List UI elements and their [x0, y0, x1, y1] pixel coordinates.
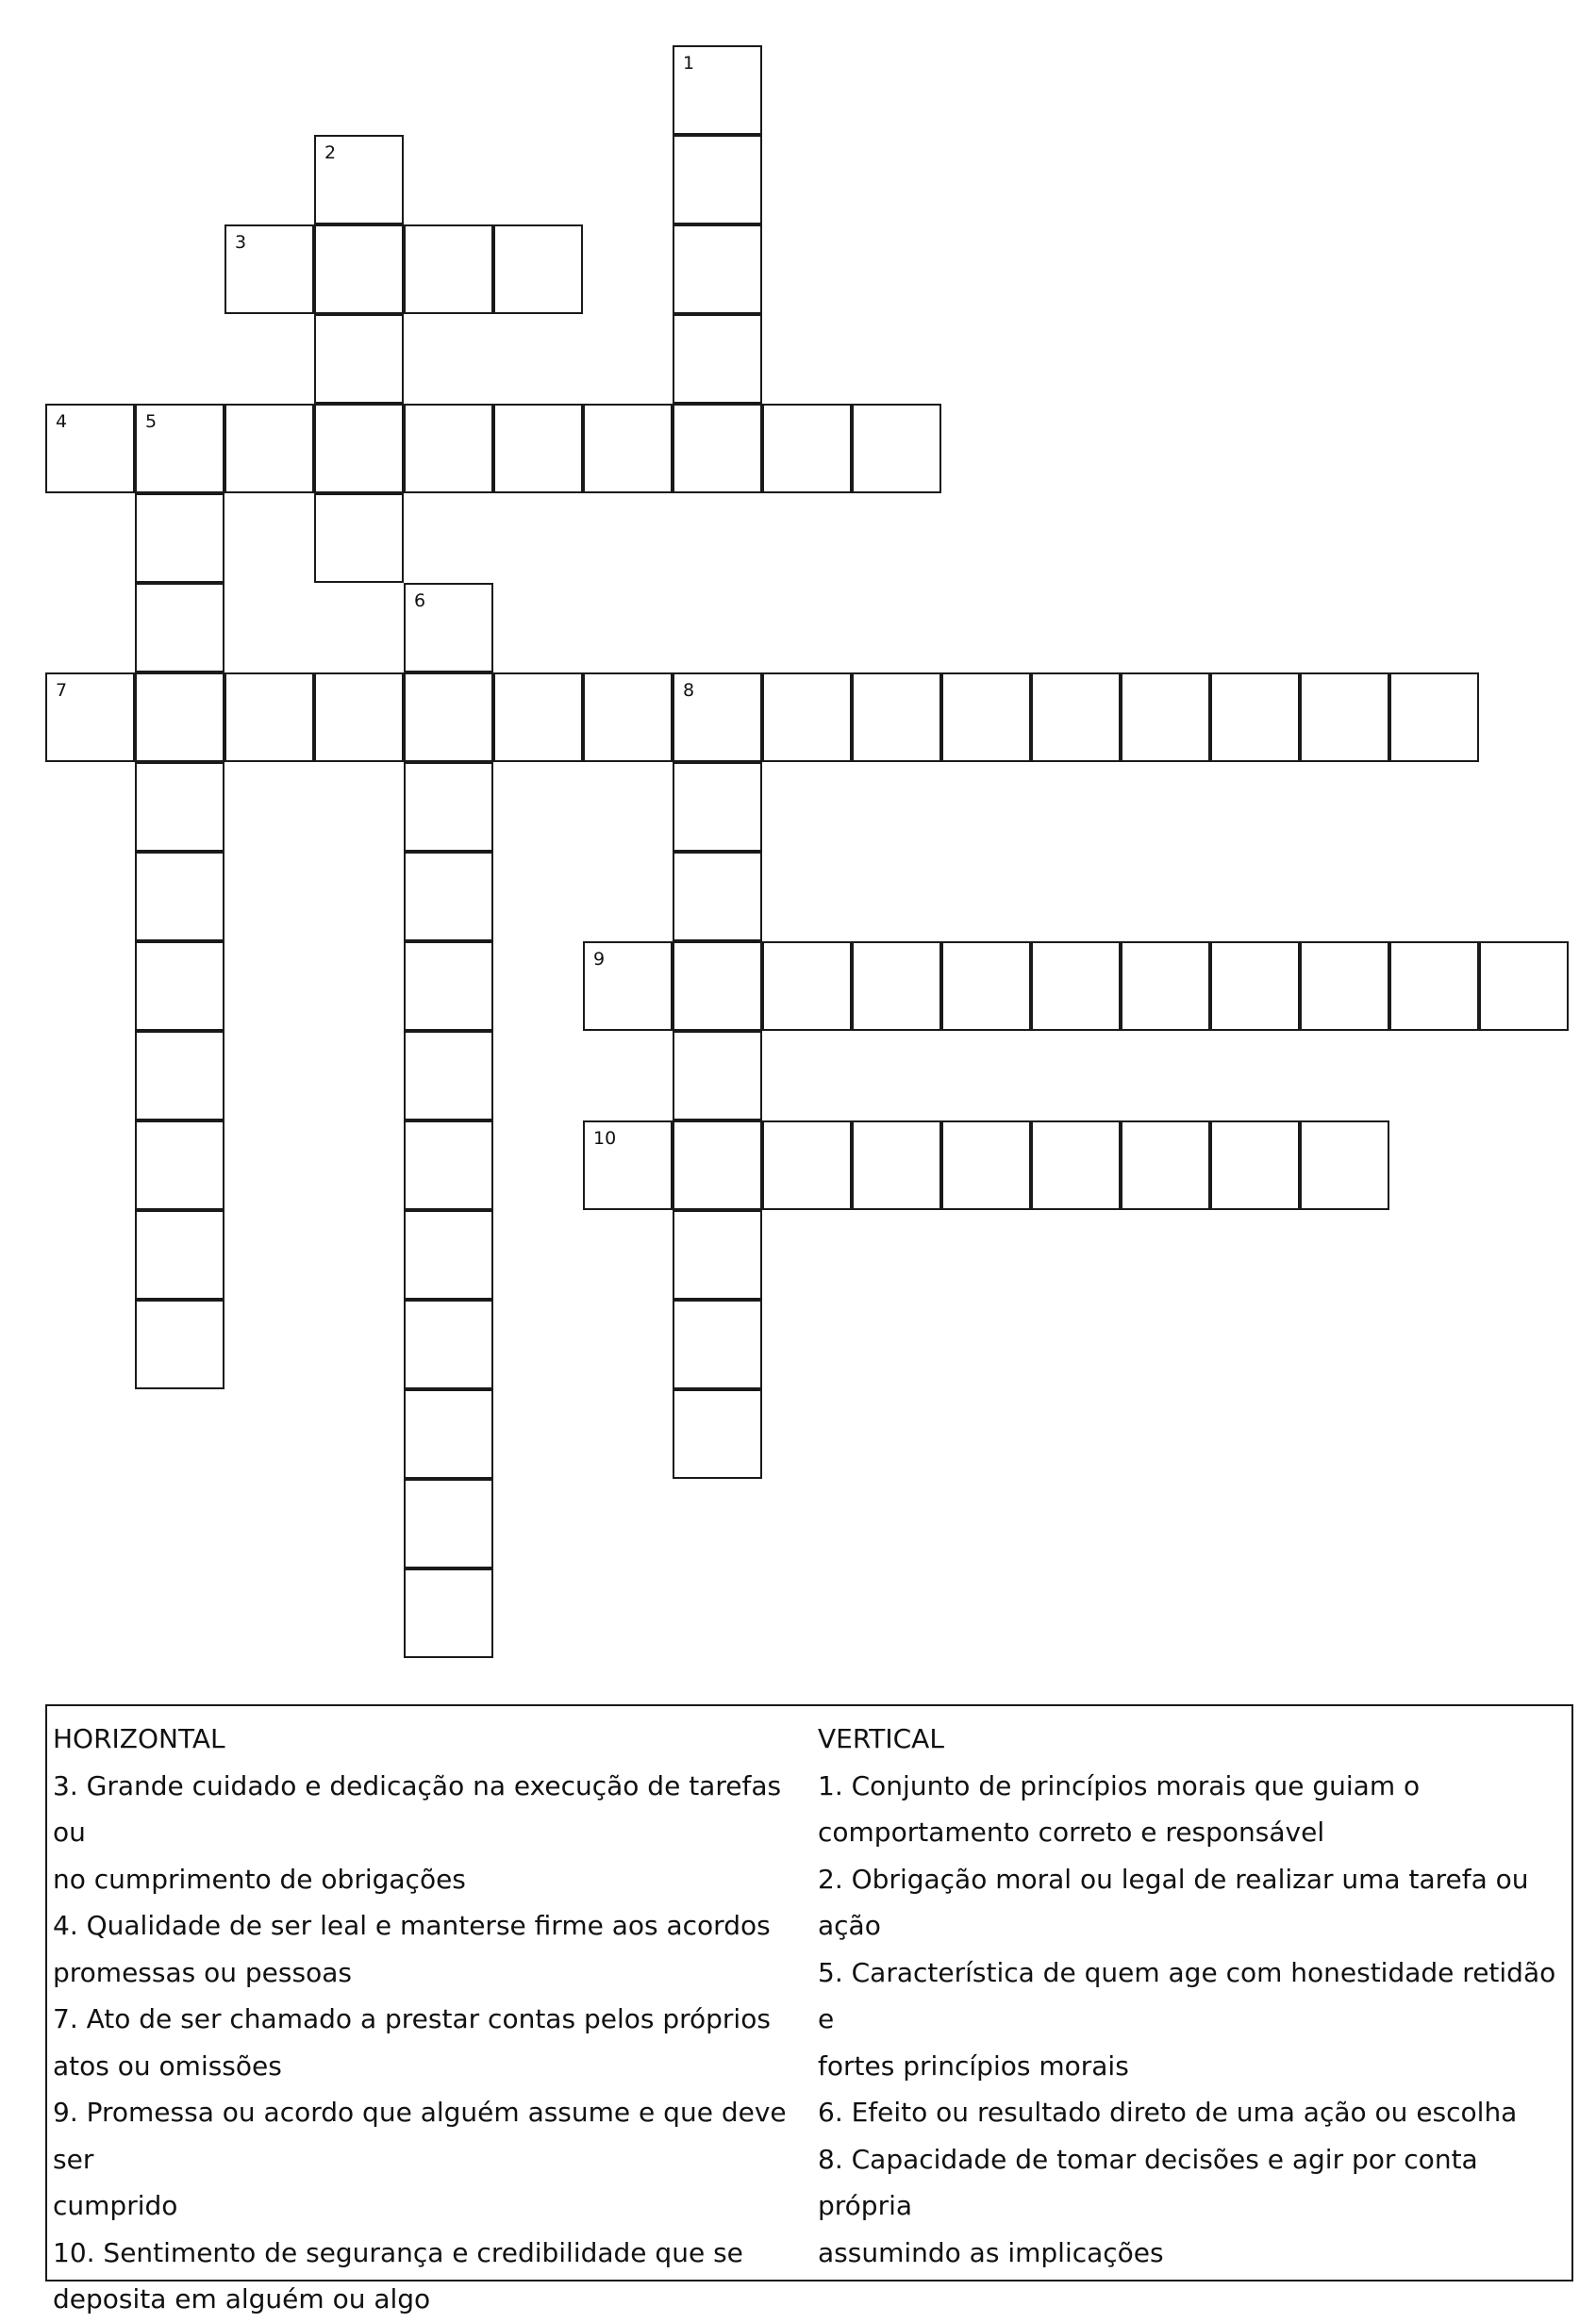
grid-cell[interactable]: [1210, 941, 1300, 1031]
grid-cell[interactable]: [673, 1389, 762, 1479]
grid-cell[interactable]: [135, 1210, 224, 1300]
grid-cell[interactable]: [314, 224, 404, 314]
grid-cell[interactable]: [1389, 941, 1479, 1031]
grid-cell[interactable]: [1210, 1120, 1300, 1210]
clue-number: 5: [145, 411, 158, 432]
grid-cell[interactable]: [404, 1389, 493, 1479]
horizontal-clue-line: cumprido: [53, 2190, 178, 2221]
horizontal-clue-line: 7. Ato de ser chamado a prestar contas pelos próprios: [53, 2003, 771, 2034]
grid-cell-numbered[interactable]: [673, 672, 762, 762]
grid-cell[interactable]: [762, 672, 852, 762]
horizontal-clue-line: 9. Promessa ou acordo que alguém assume e que deve ser: [53, 2097, 787, 2175]
horizontal-clues: [53, 1716, 807, 2323]
horizontal-clue-line: 4. Qualidade de ser leal e manterse firme aos acordos: [53, 1910, 771, 1941]
grid-cell[interactable]: [224, 672, 314, 762]
grid-cell-numbered[interactable]: [135, 404, 224, 493]
vertical-clue-line: ação: [818, 1910, 881, 1941]
horizontal-clue-line: promessas ou pessoas: [53, 1956, 352, 1988]
grid-cell[interactable]: [404, 1300, 493, 1389]
grid-cell-numbered[interactable]: [45, 404, 135, 493]
grid-cell[interactable]: [673, 852, 762, 941]
clue-number: 2: [324, 142, 337, 163]
grid-cell[interactable]: [852, 1120, 941, 1210]
grid-cell[interactable]: [673, 1120, 762, 1210]
grid-cell[interactable]: [224, 404, 314, 493]
grid-cell[interactable]: [583, 672, 673, 762]
vertical-clue-line: 5. Característica de quem age com honestidade retidão e: [818, 1956, 1556, 2034]
grid-cell[interactable]: [404, 1210, 493, 1300]
grid-cell[interactable]: [1300, 672, 1389, 762]
grid-cell[interactable]: [314, 404, 404, 493]
grid-cell-numbered[interactable]: [314, 135, 404, 224]
grid-cell[interactable]: [404, 1031, 493, 1120]
grid-cell[interactable]: [1121, 1120, 1210, 1210]
grid-cell[interactable]: [135, 583, 224, 672]
grid-cell[interactable]: [135, 941, 224, 1031]
grid-cell[interactable]: [673, 1300, 762, 1389]
grid-cell[interactable]: [493, 672, 583, 762]
grid-cell[interactable]: [493, 224, 583, 314]
grid-cell[interactable]: [1121, 672, 1210, 762]
grid-cell[interactable]: [941, 672, 1031, 762]
grid-cell[interactable]: [852, 672, 941, 762]
grid-cell[interactable]: [404, 762, 493, 852]
grid-cell-numbered[interactable]: [224, 224, 314, 314]
vertical-clue-line: 6. Efeito ou resultado direto de uma ação ou escolha: [818, 2097, 1518, 2128]
grid-cell[interactable]: [404, 404, 493, 493]
grid-cell[interactable]: [762, 404, 852, 493]
grid-cell[interactable]: [1031, 1120, 1121, 1210]
grid-cell[interactable]: [941, 941, 1031, 1031]
clue-number: 3: [235, 232, 247, 253]
grid-cell[interactable]: [135, 672, 224, 762]
horizontal-clue-line: deposita em alguém ou algo: [53, 2283, 431, 2315]
grid-cell[interactable]: [314, 672, 404, 762]
grid-cell[interactable]: [1210, 672, 1300, 762]
grid-cell[interactable]: [1389, 672, 1479, 762]
grid-cell[interactable]: [404, 941, 493, 1031]
vertical-clue-line: comportamento correto e responsável: [818, 1817, 1325, 1848]
grid-cell[interactable]: [404, 1568, 493, 1658]
horizontal-clue-line: 3. Grande cuidado e dedicação na execução de tarefas ou: [53, 1769, 782, 1848]
grid-cell[interactable]: [1300, 941, 1389, 1031]
grid-cell[interactable]: [1300, 1120, 1389, 1210]
grid-cell-numbered[interactable]: [583, 941, 673, 1031]
grid-cell[interactable]: [673, 224, 762, 314]
clue-number: 9: [593, 949, 606, 970]
grid-cell[interactable]: [404, 1479, 493, 1568]
grid-cell[interactable]: [314, 314, 404, 404]
horizontal-clue-line: no cumprimento de obrigações: [53, 1863, 466, 1895]
grid-cell[interactable]: [493, 404, 583, 493]
grid-cell[interactable]: [762, 941, 852, 1031]
grid-cell[interactable]: [314, 493, 404, 583]
clue-number: 7: [56, 680, 68, 701]
grid-cell[interactable]: [135, 1120, 224, 1210]
grid-cell-numbered[interactable]: [404, 583, 493, 672]
grid-cell[interactable]: [762, 1120, 852, 1210]
clue-number: 8: [683, 680, 695, 701]
clue-number: 4: [56, 411, 68, 432]
vertical-clue-line: 8. Capacidade de tomar decisões e agir por conta própria: [818, 2143, 1478, 2221]
clue-number: 10: [593, 1128, 617, 1149]
grid-cell[interactable]: [135, 852, 224, 941]
grid-cell-numbered[interactable]: [583, 1120, 673, 1210]
grid-cell[interactable]: [673, 1031, 762, 1120]
horizontal-clue-line: 10. Sentimento de segurança e credibilidade que se: [53, 2236, 743, 2268]
grid-cell[interactable]: [135, 1300, 224, 1389]
horizontal-clue-line: atos ou omissões: [53, 2049, 282, 2082]
vertical-clue-line: fortes princípios morais: [818, 2049, 1129, 2082]
clue-number: 1: [683, 53, 695, 74]
grid-cell[interactable]: [673, 762, 762, 852]
grid-cell[interactable]: [404, 672, 493, 762]
grid-cell[interactable]: [404, 1120, 493, 1210]
clues-box: [45, 1704, 1573, 2315]
grid-cell[interactable]: [1121, 941, 1210, 1031]
vertical-clue-line: 2. Obrigação moral ou legal de realizar uma tarefa ou: [818, 1863, 1529, 1895]
grid-cell[interactable]: [673, 941, 762, 1031]
grid-cell[interactable]: [1031, 941, 1121, 1031]
grid-cell[interactable]: [941, 1120, 1031, 1210]
grid-cell[interactable]: [135, 493, 224, 583]
grid-cell[interactable]: [135, 1031, 224, 1120]
grid-cell[interactable]: [852, 404, 941, 493]
grid-cell[interactable]: [404, 224, 493, 314]
vertical-clue-line: 1. Conjunto de princípios morais que guiam o: [818, 1769, 1421, 1801]
grid-cell[interactable]: [852, 941, 941, 1031]
grid-cell[interactable]: [583, 404, 673, 493]
grid-cell[interactable]: [1031, 672, 1121, 762]
grid-cell[interactable]: [673, 314, 762, 404]
vertical-clue-line: assumindo as implicações: [818, 2236, 1164, 2268]
vertical-heading: VERTICAL: [818, 1723, 944, 1754]
grid-cell-numbered[interactable]: [673, 45, 762, 135]
horizontal-heading: HORIZONTAL: [53, 1723, 225, 1754]
grid-cell[interactable]: [404, 852, 493, 941]
grid-cell[interactable]: [1479, 941, 1569, 1031]
vertical-clues: [818, 1716, 1572, 2276]
grid-cell[interactable]: [135, 762, 224, 852]
clue-number: 6: [414, 590, 426, 611]
grid-cell[interactable]: [673, 1210, 762, 1300]
grid-cell[interactable]: [673, 404, 762, 493]
grid-cell[interactable]: [673, 135, 762, 224]
grid-cell-numbered[interactable]: [45, 672, 135, 762]
